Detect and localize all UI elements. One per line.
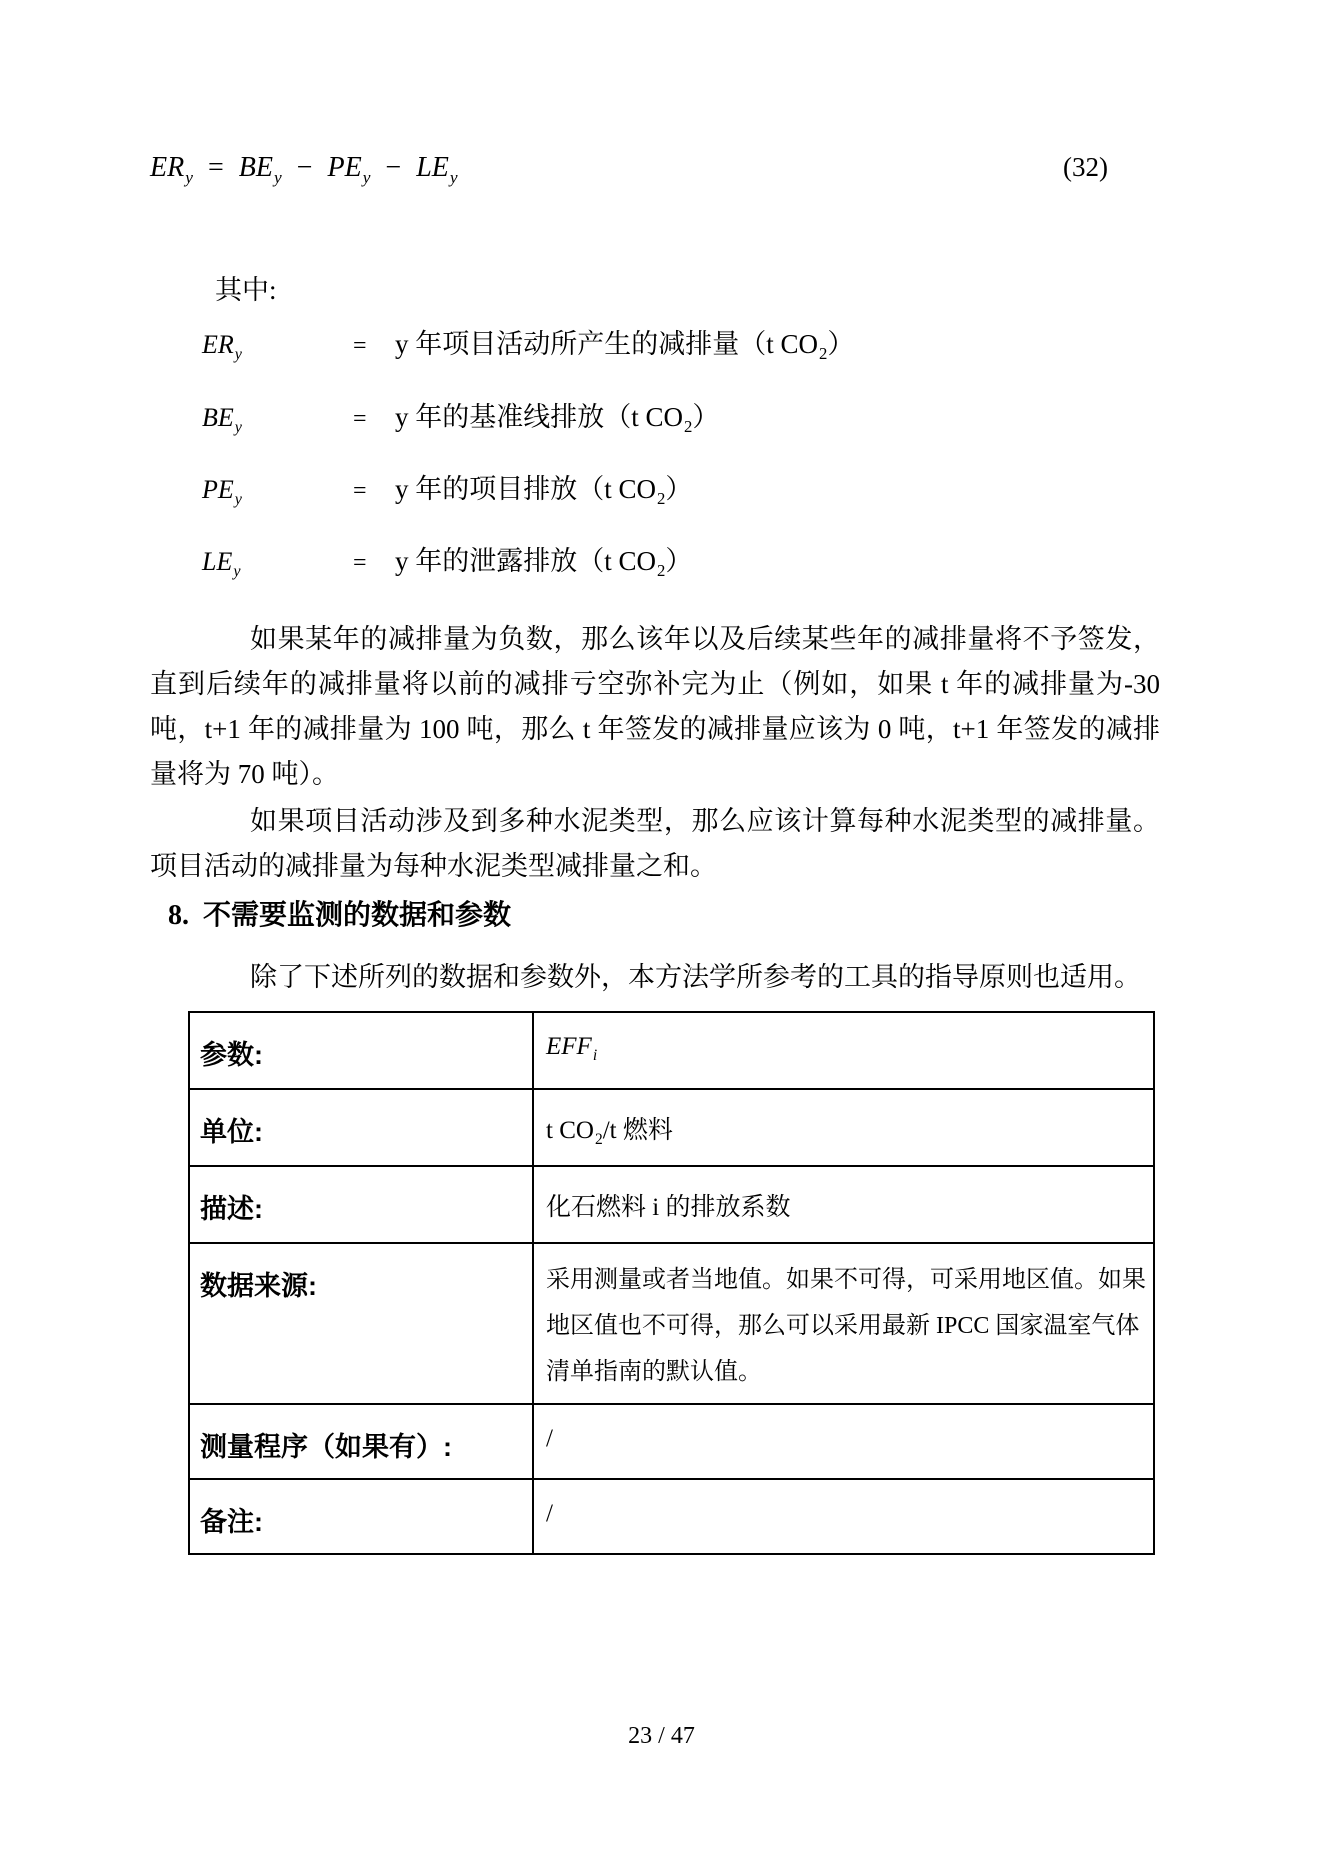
equation-subscript: y [273, 167, 282, 187]
row-label: 参数: [189, 1012, 533, 1089]
page-number: 23 / 47 [628, 1723, 695, 1749]
equation-subscript: y [362, 167, 371, 187]
paragraph-cement-types: 如果项目活动涉及到多种水泥类型，那么应该计算每种水泥类型的减排量。项目活动的减排量为每种水泥类型减排量之和。 [150, 806, 1160, 881]
equation-term: LE [416, 152, 449, 183]
table-row-remarks [189, 1479, 1154, 1554]
table-row-unit [189, 1089, 1154, 1166]
equation-number: (32) [1063, 152, 1108, 182]
co2-subscript: 2 [594, 1130, 603, 1148]
section-title: 不需要监测的数据和参数 [203, 899, 512, 930]
minus-sign: − [296, 152, 313, 183]
equals-sign: = [353, 406, 367, 432]
term-subscript: y [234, 491, 242, 509]
row-label: 测量程序（如果有）: [189, 1404, 533, 1479]
row-label: 描述: [189, 1166, 533, 1243]
co2-subscript: 2 [657, 489, 666, 509]
row-value: / [533, 1479, 1154, 1554]
definition-row [150, 322, 1160, 364]
definition-term: $ER_y$ [202, 330, 242, 364]
equation-32 [150, 152, 458, 187]
row-value: / [533, 1404, 1154, 1479]
definition-row [150, 539, 1160, 581]
equals-sign: = [207, 152, 224, 183]
equation-term: PE [327, 152, 362, 183]
definition-term: $LE_y$ [202, 547, 241, 581]
parameter-table [188, 1011, 1155, 1555]
section-heading [168, 893, 511, 933]
equation-subscript: y [185, 167, 193, 187]
term-subscript: y [233, 563, 241, 581]
equation-term: BE [238, 152, 273, 183]
where-label: 其中: [215, 275, 277, 305]
term-subscript: y [234, 419, 242, 437]
equals-sign: = [353, 550, 367, 576]
equation-subscript: y [449, 167, 458, 187]
definition-term: $BE_y$ [202, 403, 242, 437]
row-value: 化石燃料 i 的排放系数 [533, 1166, 1154, 1243]
definition-row [150, 395, 1160, 437]
row-label: 备注: [189, 1479, 533, 1554]
equals-sign: = [353, 478, 367, 504]
co2-subscript: 2 [657, 561, 666, 581]
paragraph-tool-guidance: 除了下述所列的数据和参数外，本方法学所参考的工具的指导原则也适用。 [250, 962, 1141, 992]
row-value: 采用测量或者当地值。如果不可得，可采用地区值。如果地区值也不可得，那么可以采用最新 IPCC 国家温室气体清单指南的默认值。 [533, 1243, 1154, 1404]
parameter-symbol: $EFF_i$ [546, 1033, 598, 1064]
table-row-data-source [189, 1243, 1154, 1404]
table-row-description [189, 1166, 1154, 1243]
co2-subscript: 2 [684, 417, 693, 437]
definition-text: y 年的基准线排放（t $CO_2$） [395, 402, 720, 437]
table-row-parameter [189, 1012, 1154, 1089]
row-label: 单位: [189, 1089, 533, 1166]
table-row-measurement-procedure [189, 1404, 1154, 1479]
row-value [533, 1012, 1154, 1089]
equation-row [150, 152, 1160, 187]
row-label: 数据来源: [189, 1243, 533, 1404]
definition-term: $PE_y$ [202, 475, 242, 509]
definition-text: y 年的泄露排放（t $CO_2$） [395, 546, 693, 581]
equation-term: ER [150, 152, 185, 183]
co2-subscript: 2 [819, 344, 828, 364]
definition-text: y 年的项目排放（t $CO_2$） [395, 474, 693, 509]
equals-sign: = [353, 333, 367, 359]
section-number: 8. [168, 900, 189, 931]
paragraph-negative-reductions: 如果某年的减排量为负数，那么该年以及后续某些年的减排量将不予签发，直到后续年的减排量将以前的减排亏空弥补完为止（例如，如果 t 年的减排量为-30 吨，t+1 年的减排量为 100 吨，那么 t 年签发的减排量应该为 0 吨，t+1 年签发的减排量将为 70 吨）。 [150, 624, 1160, 789]
row-value: t $CO_2/t$ 燃料 [533, 1089, 1154, 1166]
minus-sign: − [385, 152, 402, 183]
definition-row [150, 467, 1160, 509]
term-subscript: y [234, 346, 242, 364]
definition-text: y 年项目活动所产生的减排量（t $CO_2$） [395, 329, 855, 364]
parameter-subscript: i [592, 1046, 598, 1064]
